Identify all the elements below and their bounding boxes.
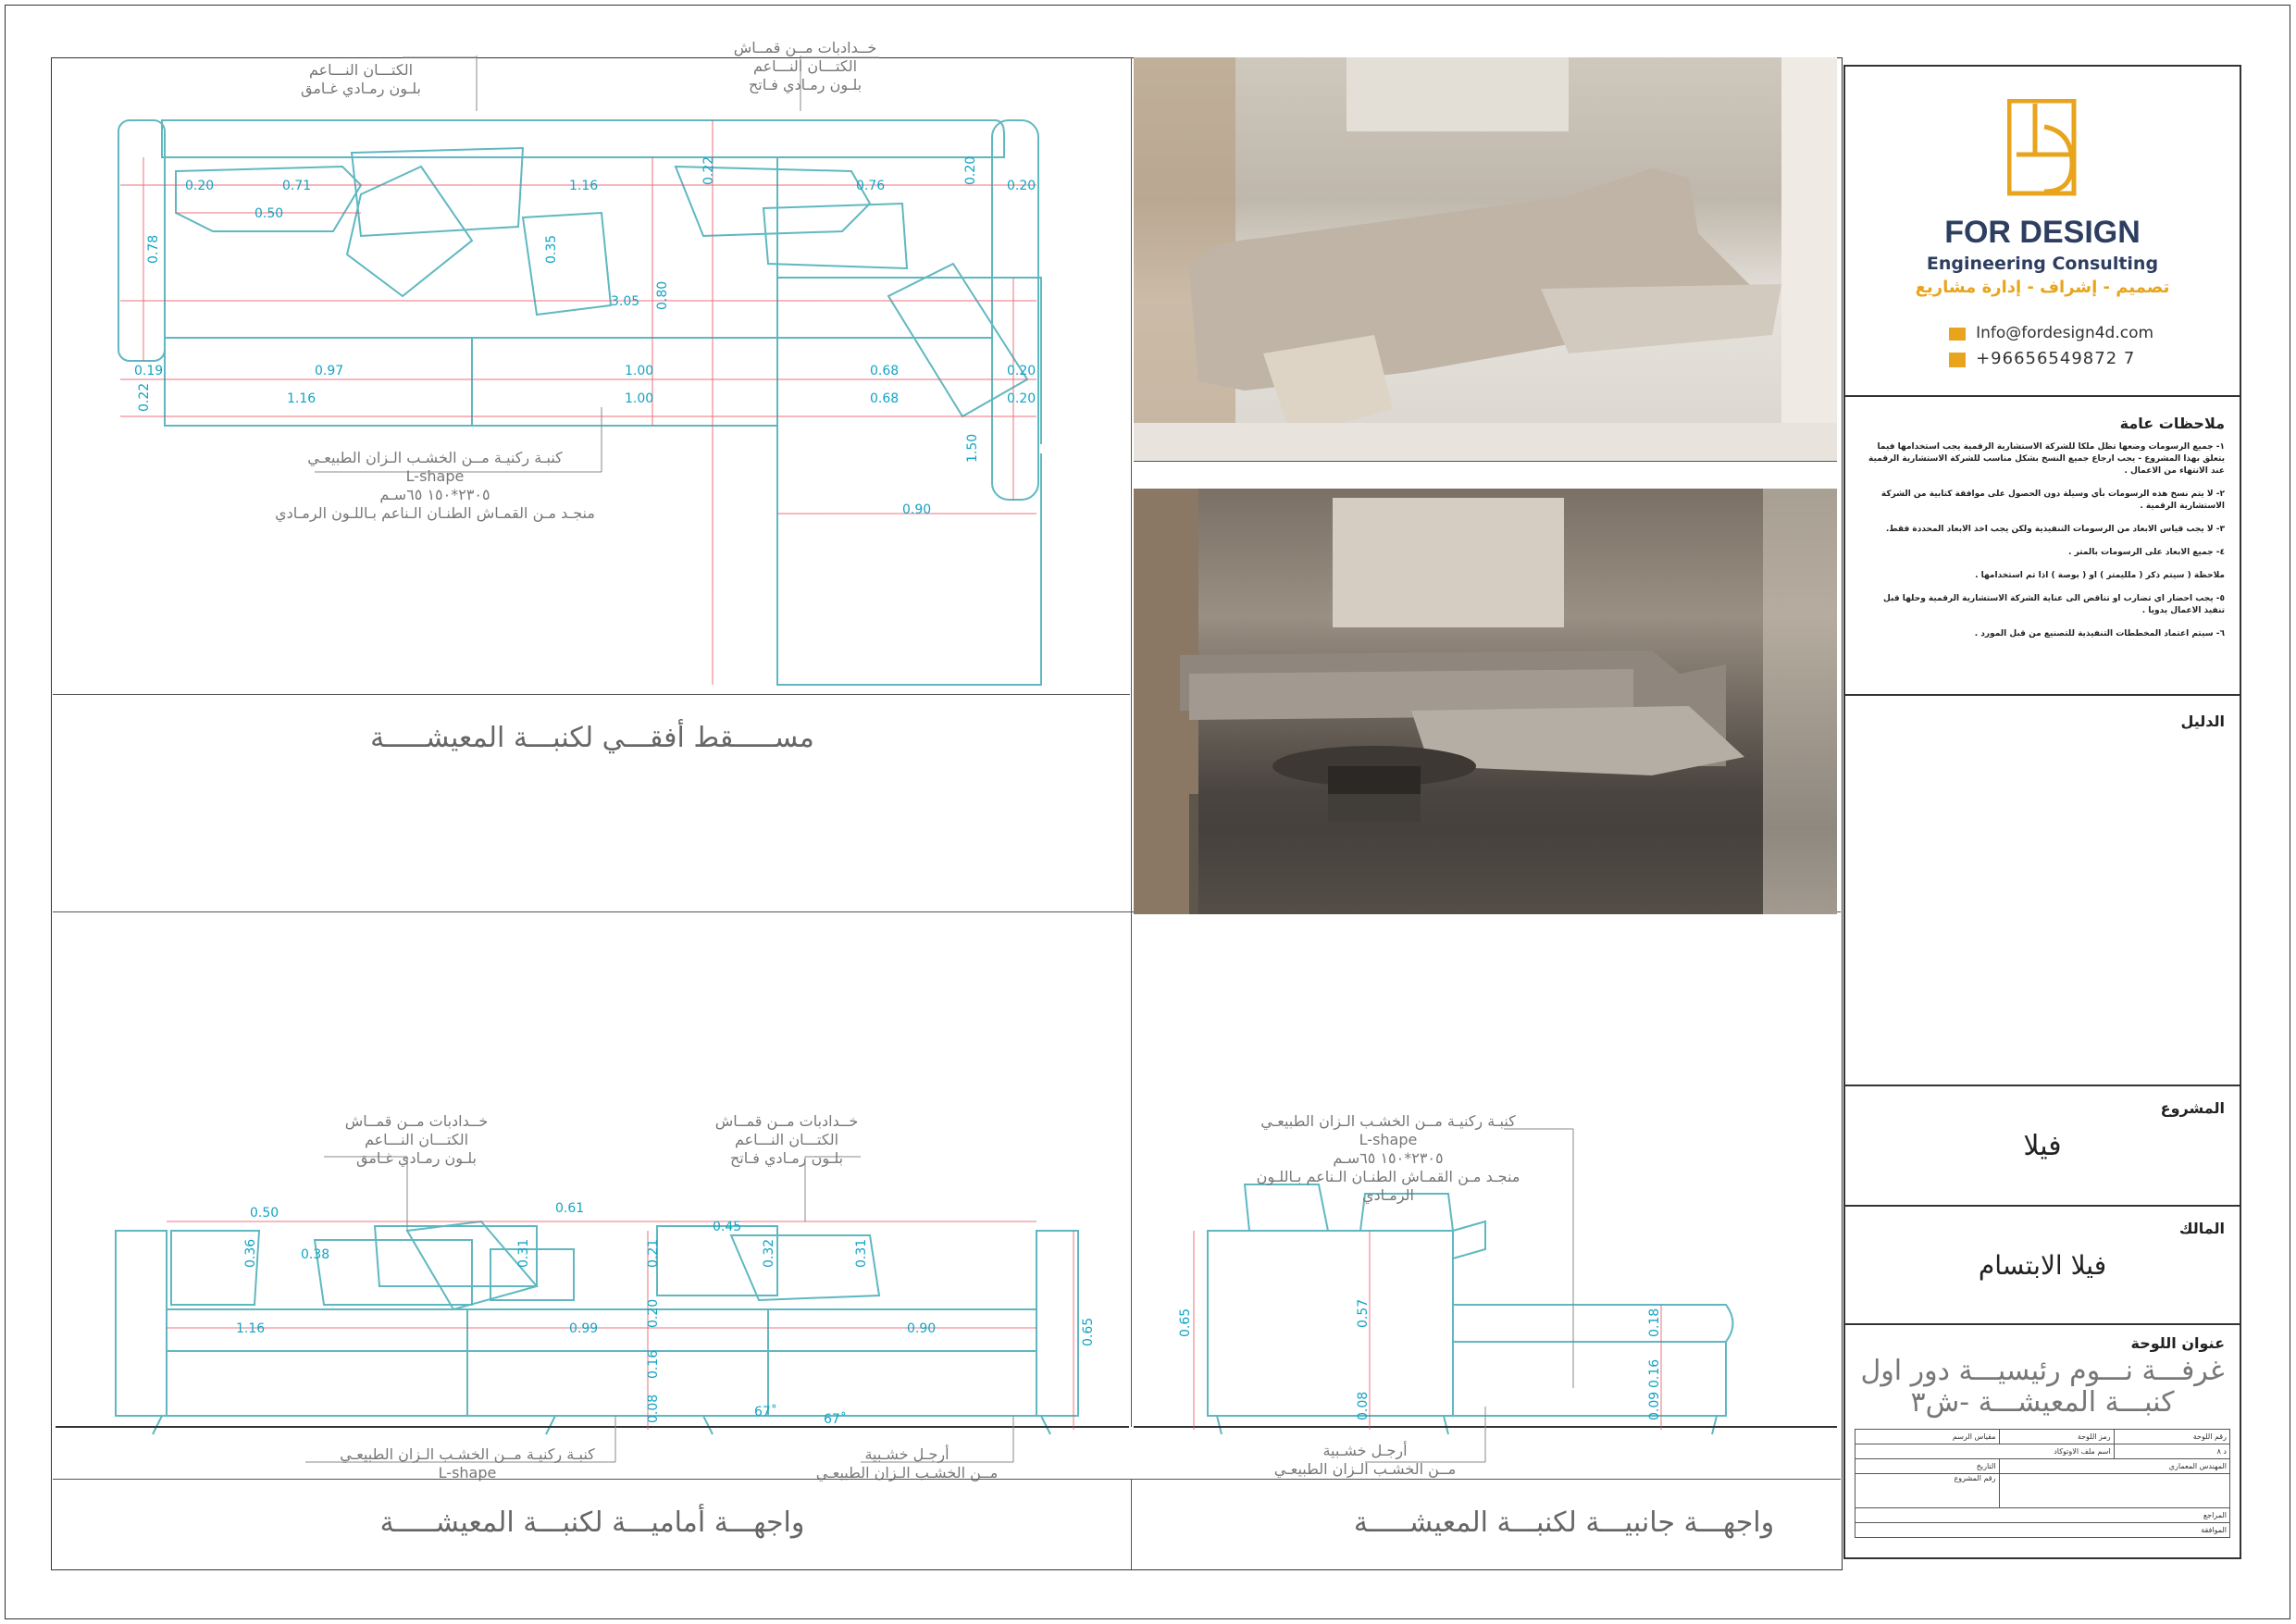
svg-text:0.20: 0.20 — [1007, 364, 1036, 378]
svg-text:0.16: 0.16 — [646, 1349, 661, 1379]
svg-text:0.20: 0.20 — [185, 179, 215, 193]
svg-text:0.50: 0.50 — [250, 1206, 279, 1221]
phone-row — [1949, 349, 2135, 368]
svg-text:1.00: 1.00 — [625, 391, 654, 406]
plan-note-dark — [259, 61, 463, 98]
svg-text:0.20: 0.20 — [1007, 179, 1036, 193]
plan-label: ٢٣٠٥*١٥٠ ٦٥سـم — [379, 486, 490, 503]
plan-label: L-shape — [405, 467, 465, 485]
svg-text:0.38: 0.38 — [301, 1247, 330, 1262]
info-grid — [1855, 1429, 2230, 1538]
separator — [1131, 57, 1132, 1427]
svg-text:1.50: 1.50 — [965, 433, 980, 463]
grid-label: الموافقة — [1855, 1523, 2230, 1538]
svg-text:0.65: 0.65 — [1178, 1308, 1193, 1337]
svg-text:1.16: 1.16 — [236, 1321, 266, 1336]
owner-heading: المالك — [2178, 1220, 2225, 1237]
svg-text:0.71: 0.71 — [282, 179, 312, 193]
grid-cell — [1999, 1474, 2230, 1508]
notes-list — [1845, 441, 2240, 640]
svg-text:0.21: 0.21 — [646, 1238, 661, 1268]
plan-note-light — [703, 39, 907, 94]
front-label: L-shape — [438, 1464, 497, 1481]
side-note-sofa — [1235, 1112, 1541, 1205]
note-item: ٥- يجب احضار اي تضارب او تناقض الى عناية الشركة الاستشارية الرقمية وحلها قبل تنفيذ الاعمال يدويا . — [1882, 594, 2225, 615]
svg-text:0.20: 0.20 — [1007, 391, 1036, 406]
front-note-left — [315, 1112, 518, 1168]
svg-text:0.35: 0.35 — [544, 234, 559, 264]
svg-text:0.22: 0.22 — [701, 155, 716, 185]
plan-label: بلـون رمـادي فـاتح — [748, 76, 863, 93]
svg-text:0.68: 0.68 — [870, 391, 900, 406]
side-label: L-shape — [1359, 1131, 1418, 1148]
render-photo-top — [1134, 57, 1837, 461]
grid-label: رقم اللوحة — [2114, 1430, 2229, 1444]
grid-value: د ٨ — [2114, 1444, 2229, 1459]
svg-text:0.80: 0.80 — [655, 280, 670, 310]
svg-text:1.00: 1.00 — [625, 364, 654, 378]
project-heading: المشروع — [2160, 1099, 2225, 1117]
front-note-sofa — [305, 1445, 629, 1482]
sheet-line-2: كنبـــة المعيشـــة -ش٣ — [1910, 1386, 2175, 1419]
front-label: كنبـة ركنيـة مــن الخشـب الـزان الطبيعـي — [340, 1445, 595, 1463]
svg-text:0.90: 0.90 — [902, 502, 932, 517]
note-item: ٢- لا يتم نسخ هذه الرسومات بأي وسيلة دون الحصول على موافقة كتابية من الشركة الاستشارية الرقمية . — [1880, 490, 2225, 511]
front-label: بلـون رمـادي غـامق — [356, 1149, 477, 1167]
separator — [1134, 461, 1837, 462]
svg-text:0.20: 0.20 — [646, 1298, 661, 1328]
svg-text:0.45: 0.45 — [713, 1220, 742, 1234]
phone-icon — [1949, 353, 1966, 367]
plan-label: الكتـــان النـــاعم — [308, 61, 414, 79]
grid-label: المهندس المعماري — [1999, 1459, 2230, 1474]
logo-panel — [1845, 67, 2240, 397]
note-item: ملاحظة ( سيتم ذكر ( ملليمتر ) او ( بوصة ) اذا تم استخدامها . — [1975, 571, 2225, 580]
side-note-legs — [1254, 1442, 1476, 1479]
svg-text:0.09: 0.09 — [1647, 1391, 1662, 1420]
svg-text:0.90: 0.90 — [907, 1321, 937, 1336]
svg-text:0.61: 0.61 — [555, 1201, 585, 1216]
svg-text:0.32: 0.32 — [762, 1238, 776, 1268]
side-label: أرجـل خشـبية — [1322, 1442, 1408, 1459]
svg-text:0.08: 0.08 — [646, 1394, 661, 1423]
front-elevation — [56, 1101, 1129, 1499]
owner-value: فيلا الابتسام — [1978, 1250, 2107, 1281]
note-item: ٤- جميع الابعاد على الرسومات بالمتر . — [2068, 548, 2225, 557]
front-title: واجهـــة أماميـــة لكنبـــة المعيشـــــة — [379, 1506, 805, 1539]
project-panel — [1845, 1086, 2240, 1207]
svg-text:0.68: 0.68 — [870, 364, 900, 378]
svg-text:0.65: 0.65 — [1081, 1317, 1096, 1346]
note-item: ٣- لا يجب قياس الابعاد من الرسومات التنفيذية ولكن يجب اخذ الابعاد المحددة فقط. — [1885, 525, 2225, 534]
front-label: الكتـــان النـــاعم — [364, 1131, 469, 1148]
owner-panel — [1845, 1207, 2240, 1325]
svg-text:0.31: 0.31 — [854, 1238, 869, 1268]
svg-text:0.50: 0.50 — [254, 206, 284, 221]
grid-label: اسم ملف الاوتوكاد — [1855, 1444, 2115, 1459]
notes-panel — [1845, 398, 2240, 696]
svg-text:0.78: 0.78 — [146, 234, 161, 264]
note-item: ١- جميع الرسومات وضعها تظل ملكا للشركة الاستشارية الرقمية يجب استخدامها فيما يتعلق بهذا المشروع - يجب ارجاع جميع النسخ بشكل مناسب للشركة الاستشارية الرقمية عند الانتهاء من الاعمال . — [1868, 442, 2225, 476]
svg-text:0.31: 0.31 — [516, 1238, 531, 1268]
svg-text:0.20: 0.20 — [963, 155, 978, 185]
grid-label: مقياس الرسم — [1855, 1430, 2000, 1444]
svg-text:67˚: 67˚ — [824, 1412, 847, 1427]
email-text[interactable]: Info@fordesign4d.com — [1976, 324, 2154, 342]
svg-text:0.99: 0.99 — [569, 1321, 599, 1336]
plan-title: مســـــقط أفقـــي لكنبـــة المعيشـــــة — [370, 722, 814, 754]
plan-note-sofa — [268, 449, 602, 523]
front-label: بلـون رمـادي فـاتح — [729, 1149, 844, 1167]
sheet-line-1: غرفـــة نـــوم رئيسيـــة دور اول — [1860, 1355, 2225, 1387]
svg-text:3.05: 3.05 — [611, 294, 640, 309]
grid-label: المراجع — [1855, 1508, 2230, 1523]
svg-text:0.76: 0.76 — [856, 179, 886, 193]
front-label: أرجـل خشـبية — [864, 1445, 949, 1463]
front-label: خــدادبات مــن قمــاش — [344, 1112, 489, 1130]
render-photo-bottom — [1134, 489, 1837, 914]
notes-heading: ملاحظات عامة — [2119, 415, 2225, 432]
front-note-legs — [796, 1445, 1018, 1482]
sheet-panel — [1845, 1325, 2240, 1427]
svg-text:0.97: 0.97 — [315, 364, 344, 378]
svg-text:1.16: 1.16 — [287, 391, 316, 406]
front-note-right — [685, 1112, 888, 1168]
svg-text:0.19: 0.19 — [134, 364, 164, 378]
sheet-heading: عنوان اللوحة — [2130, 1334, 2225, 1352]
plan-label: منجـد مـن القمـاش الطنـان الـناعم بـاللـون الرمـادي — [275, 504, 595, 522]
project-value: فيلا — [2023, 1130, 2062, 1162]
svg-text:0.18: 0.18 — [1647, 1308, 1662, 1337]
plan-label: كنبـة ركنيـة مــن الخشـب الـزان الطبيعـي — [307, 449, 563, 466]
front-label: خــدادبات مــن قمــاش — [714, 1112, 859, 1130]
email-row — [1949, 324, 2153, 342]
side-label: ٢٣٠٥*١٥٠ ٦٥سـم — [1333, 1149, 1444, 1167]
note-item: ٦- سيتم اعتماد المخططات التنفيذية للتصنيع من قبل المورد . — [1974, 629, 2225, 638]
email-icon — [1949, 328, 1966, 341]
svg-text:67˚: 67˚ — [754, 1405, 777, 1419]
plan-label: الكتـــان النـــاعم — [752, 57, 858, 75]
phone-text[interactable]: +96656549872 7 — [1976, 349, 2136, 368]
svg-text:0.16: 0.16 — [1647, 1358, 1662, 1388]
separator — [1131, 1479, 1132, 1569]
plan-label: خــدادبات مــن قمــاش — [733, 39, 877, 56]
svg-text:0.22: 0.22 — [137, 382, 152, 412]
side-label: منجـد مـن القمـاش الطنـان الـناعم بـاللـون الرمـادي — [1256, 1168, 1520, 1204]
side-elevation — [1134, 1101, 1837, 1499]
guide-heading: الدليل — [2180, 713, 2225, 730]
side-label: مــن الخشـب الـزان الطبيعـي — [1273, 1460, 1457, 1478]
svg-text:0.57: 0.57 — [1356, 1298, 1371, 1328]
company-logo-icon — [2007, 99, 2081, 201]
svg-text:1.16: 1.16 — [569, 179, 599, 193]
company-name: FOR DESIGN — [1944, 215, 2141, 250]
grid-label: رمز اللوحة — [1999, 1430, 2114, 1444]
svg-text:0.08: 0.08 — [1356, 1391, 1371, 1420]
title-block — [1843, 65, 2241, 1559]
side-label: كنبـة ركنيـة مــن الخشـب الـزان الطبيعـي — [1260, 1112, 1516, 1130]
front-label: مــن الخشـب الـزان الطبيعـي — [815, 1464, 999, 1481]
front-label: الكتـــان النـــاعم — [734, 1131, 839, 1148]
company-tagline: تصميم - إشراف - إدارة مشاريع — [1915, 278, 2170, 297]
company-sub: Engineering Consulting — [1926, 254, 2159, 274]
guide-panel — [1845, 696, 2240, 1086]
grid-label: رقم المشروع — [1855, 1474, 2000, 1508]
grid-label: التاريخ — [1855, 1459, 2000, 1474]
side-title: واجهـــة جانبيـــة لكنبـــة المعيشـــــة — [1353, 1506, 1775, 1539]
svg-text:0.36: 0.36 — [243, 1238, 258, 1268]
plan-label: بلـون رمـادي غـامق — [301, 80, 421, 97]
